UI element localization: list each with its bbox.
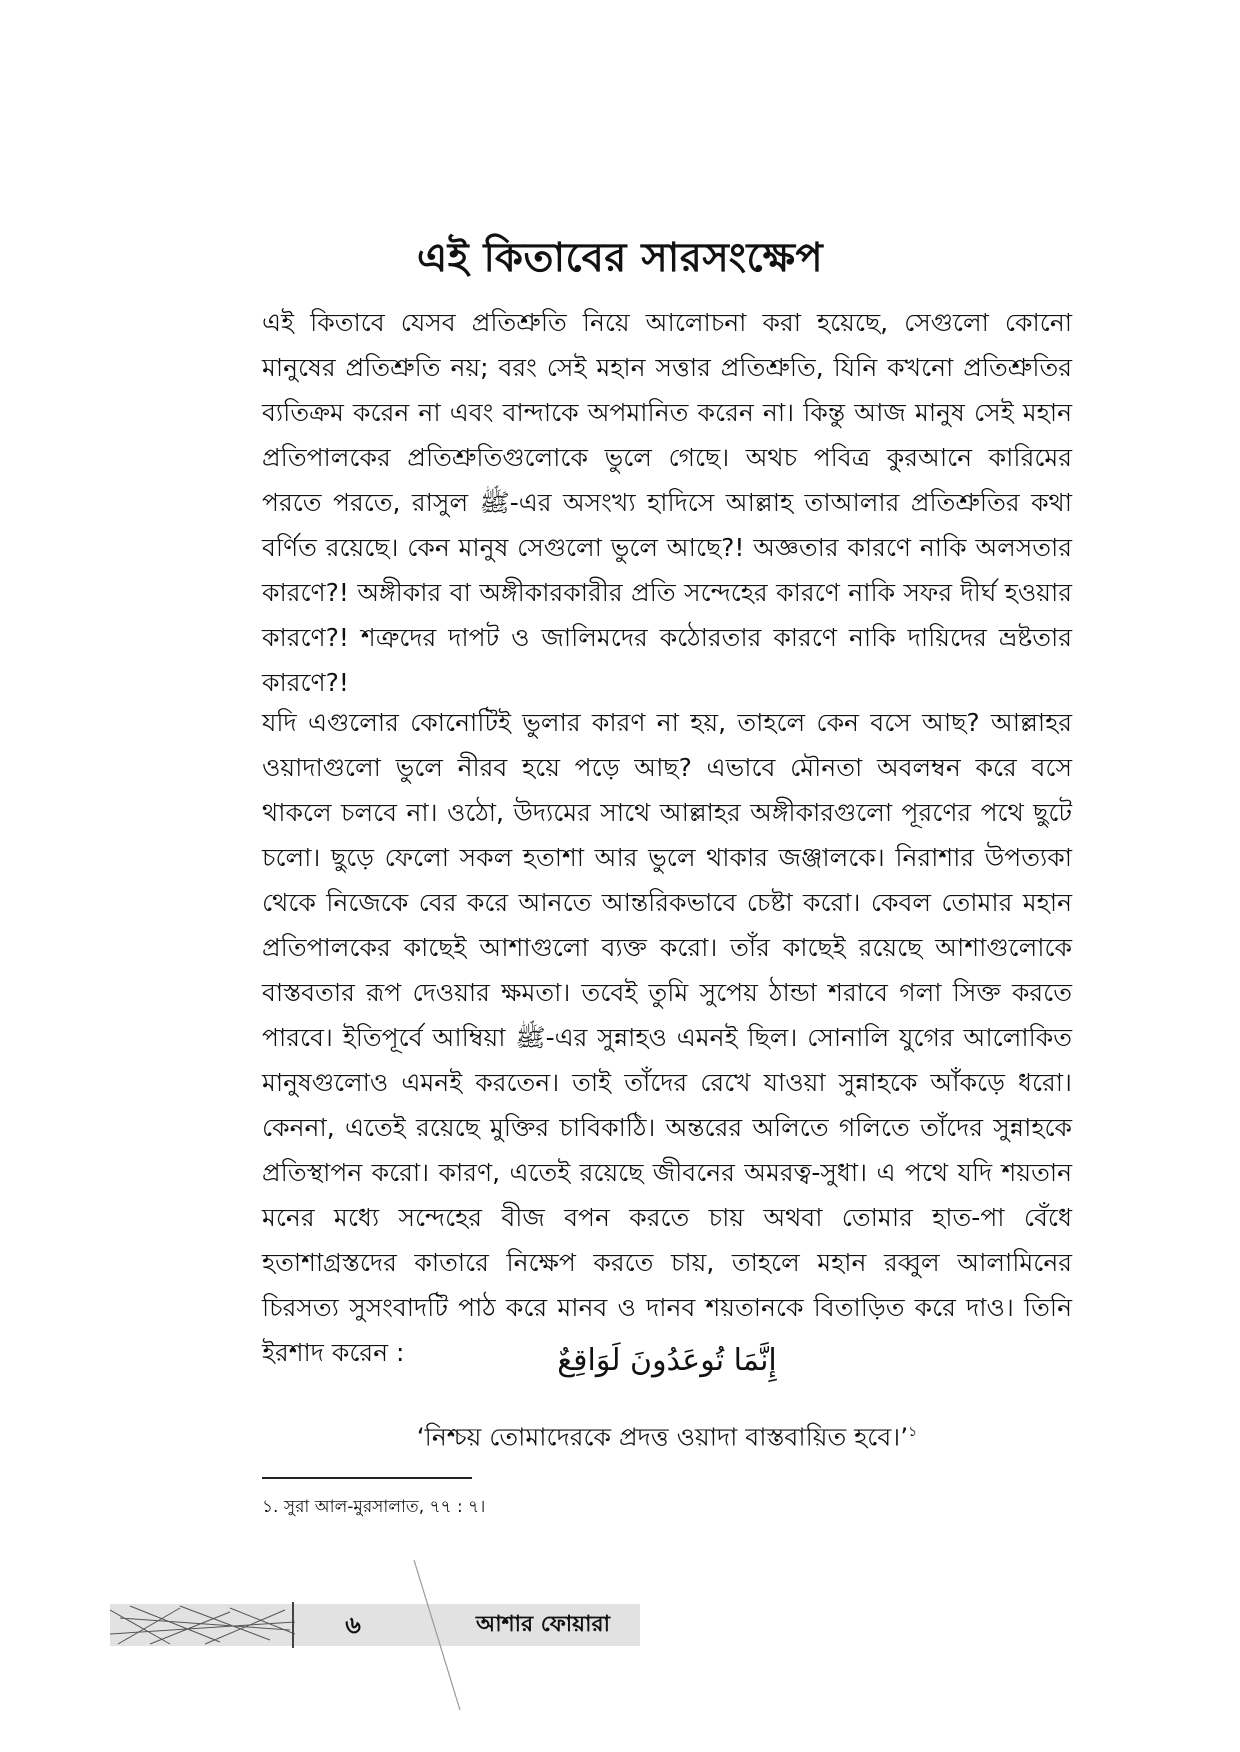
book-title: আশার ফোয়ারা <box>475 1612 611 1637</box>
footer-divider <box>292 1602 294 1648</box>
paragraph-1: এই কিতাবে যেসব প্রতিশ্রুতি নিয়ে আলোচনা করা হয়েছে, সেগুলো কোনো মানুষের প্রতিশ্রুতি নয়; বরং সেই মহান সত্তার প্রতিশ্রুতি, যিনি কখনো প্রতিশ্রুতির ব্যতিক্রম করেন না এবং বান্দাকে অপমানিত করেন না। কিন্তু আজ মানুষ সেই মহান প্রতিপালকের প্রতিশ্রুতিগুলোকে ভুলে গেছে। অথচ পবিত্র কুরআনে কারিমের পরতে পরতে, রাসুল ﷺ-এর অসংখ্য হাদিসে আল্লাহ তাআলার প্রতিশ্রুতির কথা বর্ণিত রয়েছে। কেন মানুষ সেগুলো ভুলে আছে?! অজ্ঞতার কারণে নাকি অলসতার কারণে?! অঙ্গীকার বা অঙ্গীকারকারীর প্রতি সন্দেহের কারণে নাকি সফর দীর্ঘ হওয়ার কারণে?! শত্রুদের দাপট ও জালিমদের কঠোরতার কারণে নাকি দায়িদের ভ্রষ্টতার কারণে?! <box>262 308 1072 697</box>
verse-translation-text: ‘নিশ্চয় তোমাদেরকে প্রদত্ত ওয়াদা বাস্তবায়িত হবে।’ <box>416 1422 909 1452</box>
page-number: ৬ <box>345 1611 361 1639</box>
footer-hatch-decoration <box>110 1604 295 1646</box>
footnote: ১. সুরা আল-মুরসালাত, ৭৭ : ৭। <box>262 1497 486 1517</box>
footnote-divider <box>262 1477 472 1479</box>
verse-translation <box>262 1410 1072 1459</box>
quran-verse-arabic: إِنَّمَا تُوعَدُونَ لَوَاقِعٌ <box>557 1343 777 1378</box>
footnote-marker: ১ <box>908 1424 918 1440</box>
page-title: এই কিতাবের সারসংক্ষেপ <box>416 235 824 281</box>
paragraph-2: যদি এগুলোর কোনোটিই ভুলার কারণ না হয়, তাহলে কেন বসে আছ? আল্লাহর ওয়াদাগুলো ভুলে নীরব হয়ে পড়ে আছ? এভাবে মৌনতা অবলম্বন করে বসে থাকলে চলবে না। ওঠো, উদ্যমের সাথে আল্লাহর অঙ্গীকারগুলো পূরণের পথে ছুটে চলো। ছুড়ে ফেলো সকল হতাশা আর ভুলে থাকার জঞ্জালকে। নিরাশার উপত্যকা থেকে নিজেকে বের করে আনতে আন্তরিকভাবে চেষ্টা করো। কেবল তোমার মহান প্রতিপালকের কাছেই আশাগুলো ব্যক্ত করো। তাঁর কাছেই রয়েছে আশাগুলোকে বাস্তবতার রূপ দেওয়ার ক্ষমতা। তবেই তুমি সুপেয় ঠান্ডা শরাবে গলা সিক্ত করতে পারবে। ইতিপূর্বে আম্বিয়া ﷺ-এর সুন্নাহও এমনই ছিল। সোনালি যুগের আলোকিত মানুষগুলোও এমনই করতেন। তাই তাঁদের রেখে যাওয়া সুন্নাহকে আঁকড়ে ধরো। কেননা, এতেই রয়েছে মুক্তির চাবিকাঠি। অন্তরের অলিতে গলিতে তাঁদের সুন্নাহকে প্রতিস্থাপন করো। কারণ, এতেই রয়েছে জীবনের অমরত্ব-সুধা। এ পথে যদি শয়তান মনের মধ্যে সন্দেহের বীজ বপন করতে চায় অথবা তোমার হাত-পা বেঁধে হতাশাগ্রস্তদের কাতারে নিক্ষেপ করতে চায়, তাহলে মহান রব্বুল আলামিনের চিরসত্য সুসংবাদটি পাঠ করে মানব ও দানব শয়তানকে বিতাড়িত করে দাও। তিনি ইরশাদ করেন : <box>262 708 1072 1367</box>
